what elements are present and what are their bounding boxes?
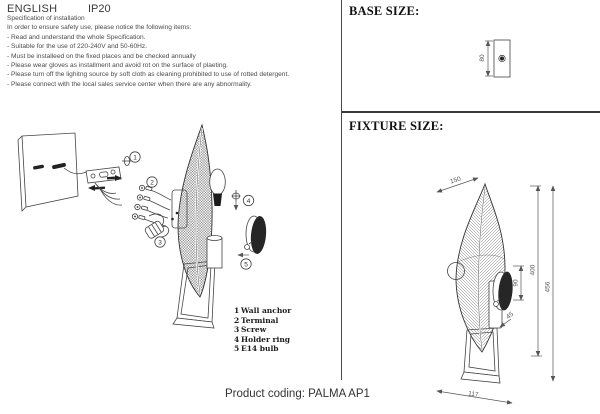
svg-text:150: 150 <box>449 175 462 186</box>
svg-text:4: 4 <box>246 197 251 205</box>
parts-list-item: 5 E14 bulb <box>234 344 279 354</box>
base-height-dimension <box>479 41 493 76</box>
terminal-screws <box>132 185 152 219</box>
spec-item: - Please wear gloves as installment and avoid rot on the surface of plaeting. <box>7 62 229 70</box>
fixture-size-heading: FIXTURE SIZE: <box>349 119 444 133</box>
callout-5 <box>241 259 251 269</box>
wall-plate <box>18 133 78 211</box>
spec-item: - Must be installeed on the fixed places and be checked annually <box>7 52 196 60</box>
callout-4 <box>243 195 253 205</box>
ip-rating-label: IP20 <box>88 3 111 15</box>
product-coding: Product coding: PALMA AP1 <box>225 388 370 400</box>
spec-intro: In order to ensure safety use, please notice the following items: <box>7 24 192 32</box>
parts-list-item: 3 Screw <box>234 325 267 335</box>
spec-item: - Suitable for the use of 220-240V and 50-60Hz. <box>7 43 148 51</box>
svg-text:80: 80 <box>479 54 486 62</box>
fixture-size-diagram <box>341 113 600 414</box>
language-label: ENGLISH <box>7 3 58 15</box>
fixture-top-width-dimension <box>437 176 478 192</box>
spec-item: - Please connect with the local sales service center when there are any abnormality. <box>7 80 252 88</box>
inner-height-dimension <box>530 186 543 356</box>
svg-text:456: 456 <box>544 281 552 293</box>
base-size-heading: BASE SIZE: <box>349 4 420 18</box>
base-size-diagram <box>341 0 600 111</box>
svg-text:5: 5 <box>244 261 248 269</box>
specification-text <box>7 14 337 89</box>
installation-diagram <box>0 112 341 414</box>
lamp-column <box>207 236 222 269</box>
svg-text:400: 400 <box>529 264 537 276</box>
base-plate <box>494 40 510 77</box>
parts-list <box>234 306 291 354</box>
svg-text:3: 3 <box>158 239 162 247</box>
svg-text:117: 117 <box>467 390 479 399</box>
parts-list-item: 1 Wall anchor <box>234 306 292 315</box>
spec-item: - Please turn off the lighitng source by soft cloth as cleaning prohibited to use of rotted detergent. <box>7 71 290 79</box>
fixture-back-shade <box>493 271 514 311</box>
callout-2 <box>147 177 157 187</box>
svg-text:45: 45 <box>505 310 516 321</box>
shade-height-dimension <box>513 266 525 300</box>
svg-text:1: 1 <box>133 154 137 162</box>
parts-list-item: 4 Holder ring <box>234 334 291 344</box>
base-width-dimension <box>437 390 512 403</box>
spec-title: Specification of installation <box>7 15 85 22</box>
total-height-dimension <box>545 186 554 381</box>
wires <box>95 183 171 226</box>
parts-list-item: 2 Terminal <box>234 315 279 325</box>
callout-3 <box>155 237 165 247</box>
svg-text:90: 90 <box>512 279 520 287</box>
screw-connector <box>144 214 169 239</box>
holder-screw-icon <box>232 190 241 210</box>
spec-item: - Read and understand the whole Specification. <box>7 33 146 41</box>
callout-1 <box>130 152 140 162</box>
svg-text:2: 2 <box>150 179 154 187</box>
back-shade <box>245 215 268 254</box>
